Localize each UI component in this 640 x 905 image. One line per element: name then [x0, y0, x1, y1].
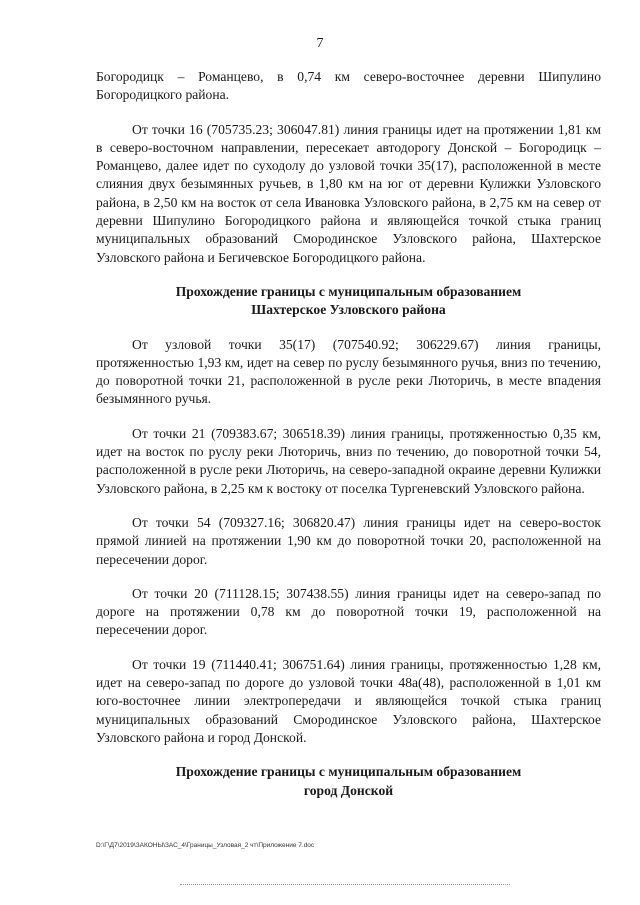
footer-file-path: D:\Г\Д7\2019\ЗАКОНЫ\ЗАС_4\Границы_Узловая_2 чт\Приложение 7.doc [96, 842, 315, 849]
paragraph-point-35: От узловой точки 35(17) (707540.92; 306229.67) линия границы, протяженностью 1,93 км, идет на север по руслу безымянного ручья, вниз по течению, до поворотной точки 21, расположенной в русле реки Люторичь, в месте впадения безымянного ручья. [96, 336, 601, 407]
paragraph-point-19: От точки 19 (711440.41; 306751.64) линия границы, протяженностью 1,28 км, идет на северо-запад по дороге до узловой точки 48а(48), расположенной в 1,01 км юго-восточнее линии электропередачи и являющейся точкой стыка границ муниципальных образований Смородинское Узловского района, Шахтерское Узловского района и город Донской. [96, 656, 601, 745]
heading-line-1: Прохождение границы с муниципальным образованием [175, 764, 522, 780]
heading-line-1: Прохождение границы с муниципальным образованием [175, 283, 522, 299]
section-heading-donskoy [96, 763, 601, 800]
section-heading-shakhterskoe [96, 283, 601, 320]
heading-line-2: город Донской [303, 782, 394, 798]
paragraph-point-20: От точки 20 (711128.15; 307438.55) линия границы идет на северо-запад по дороге на протяжении 0,78 км до поворотной точки 19, расположенной на пересечении дорог. [96, 585, 601, 638]
scan-artifact-line [180, 884, 510, 885]
heading-line-2: Шахтерское Узловского района [251, 302, 446, 318]
paragraph-continuation: Богородицк – Романцево, в 0,74 км северо-восточнее деревни Шипулино Богородицкого района. [96, 69, 601, 103]
paragraph-point-16: От точки 16 (705735.23; 306047.81) линия границы идет на протяжении 1,81 км в северо-восточном направлении, пересекает автодорогу Донской – Богородицк – Романцево, далее идет по суходолу до узловой точки 35(17), расположенной в месте слияния двух безымянных ручьев, в 1,80 км на юг от деревни Кулижки Узловского района, в 2,50 км на восток от села Ивановка Узловского района, в 2,75 км на север от деревни Шипулино Богородицкого района и являющейся точкой стыка границ муниципальных образований Смородинское Узловского района, Шахтерское Узловского района и Бегичевское Богородицкого района. [96, 121, 601, 265]
page-number: 7 [316, 36, 324, 51]
paragraph-point-54: От точки 54 (709327.16; 306820.47) линия границы идет на северо-восток прямой линией на протяжении 1,90 км до поворотной точки 20, расположенной на пересечении дорог. [96, 514, 601, 567]
paragraph-point-21: От точки 21 (709383.67; 306518.39) линия границы, протяженностью 0,35 км, идет на восток по руслу реки Люторичь, вниз по течению, до поворотной точки 54, расположенной в русле реки Люторичь, на северо-западной окраине деревни Кулижки Узловского района, в 2,25 км к востоку от поселка Тургеневский Узловского района. [96, 425, 601, 496]
document-body [96, 68, 601, 816]
